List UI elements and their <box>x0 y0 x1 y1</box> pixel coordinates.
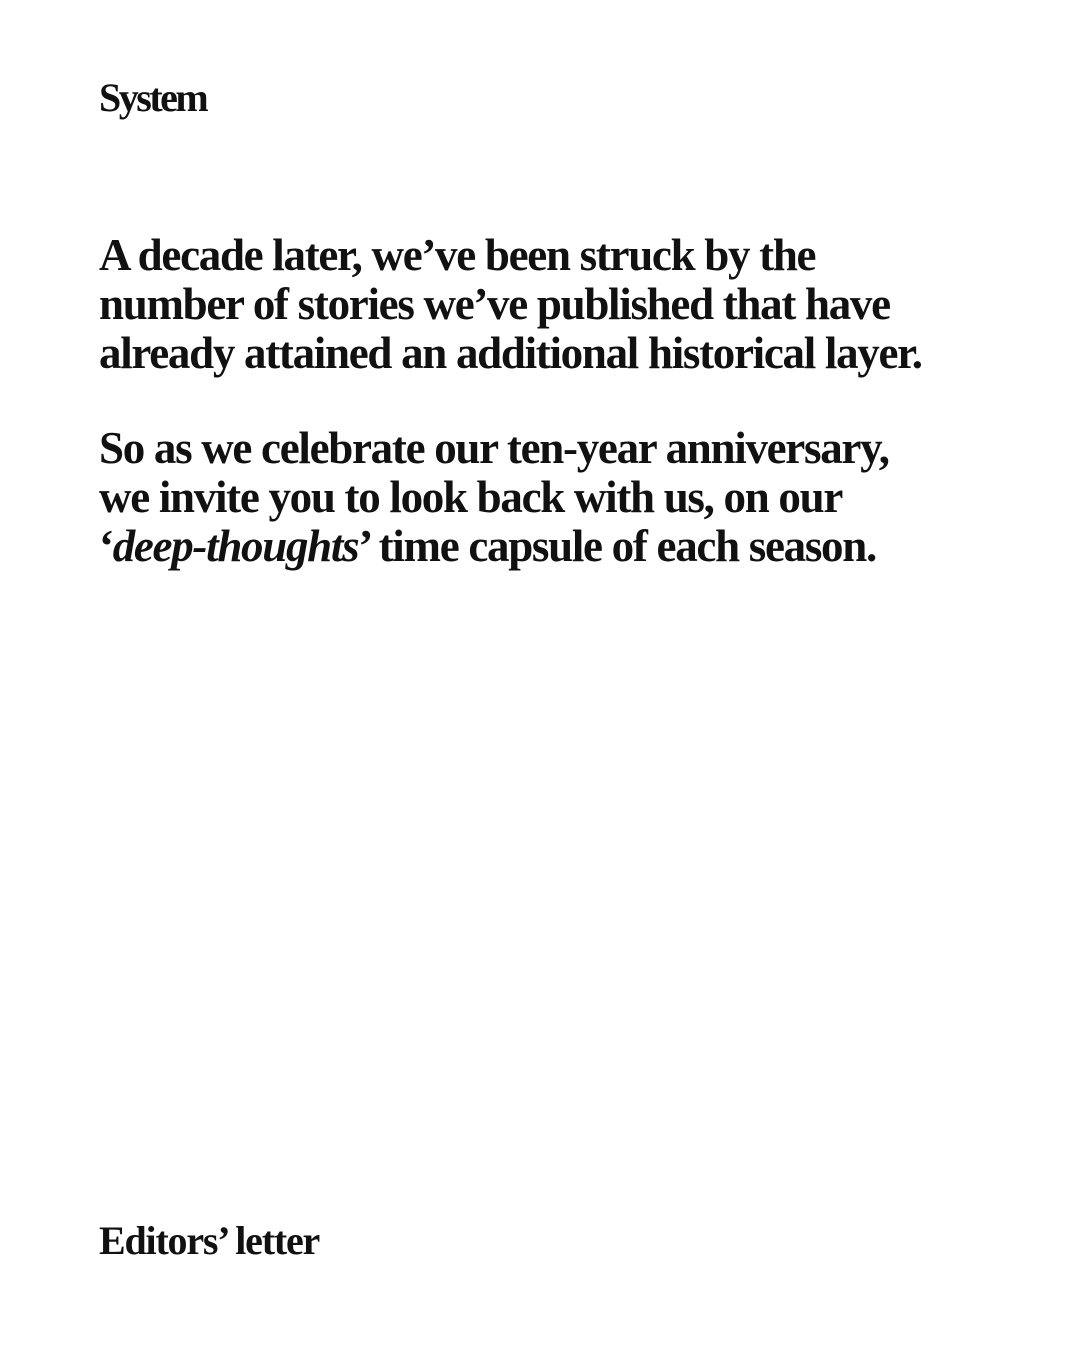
brand-logo: System <box>99 75 207 120</box>
letter-line: number of stories we’ve published that have <box>99 279 890 329</box>
italic-phrase: deep-thoughts <box>112 521 359 571</box>
open-quote: ‘ <box>99 521 113 571</box>
letter-line: A decade later, we’ve been struck by the <box>99 230 816 280</box>
letter-line: we invite you to look back with us, on our <box>99 472 843 522</box>
letter-line: already attained an additional historical layer. <box>99 328 922 378</box>
letter-line-with-italic <box>99 522 999 571</box>
letter-paragraph-1 <box>99 231 999 378</box>
letter-paragraph-2 <box>99 424 999 571</box>
line-rest: ’ time capsule of each season. <box>358 521 876 571</box>
editors-letter-body <box>99 231 999 571</box>
letter-line: So as we celebrate our ten-year anniversary, <box>99 423 889 473</box>
editors-letter-label: Editors’ letter <box>99 1218 320 1263</box>
